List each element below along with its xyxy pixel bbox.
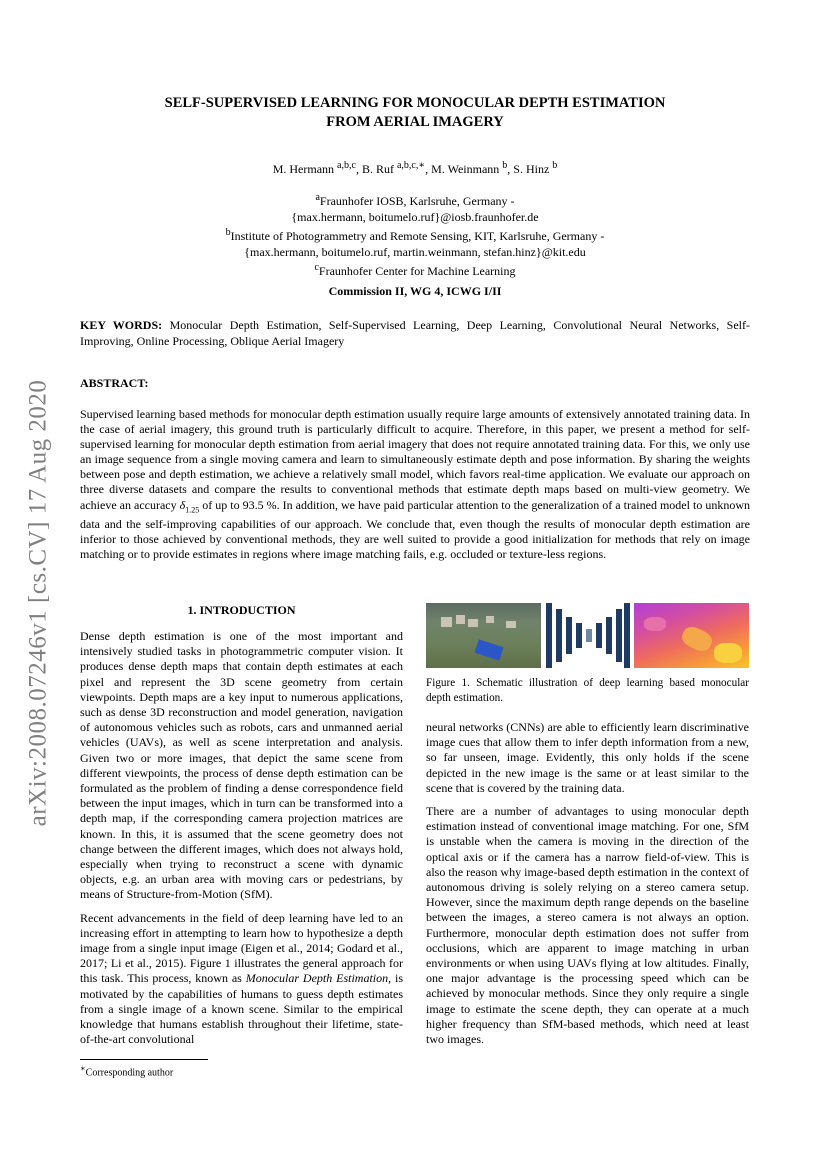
photo-blue-container bbox=[474, 639, 503, 660]
photo-box bbox=[506, 621, 516, 628]
affiliation-line bbox=[80, 210, 750, 226]
affiliations bbox=[80, 190, 750, 280]
author-4: , S. Hinz bbox=[507, 162, 553, 176]
right-paragraph-1: neural networks (CNNs) are able to efficiently learn discriminative image cues that allow them to infer depth information from a new, so far unseen, image. Evidently, this only holds if the scene depicted in the new image is the same or at least similar to the scene that is covered by the training data. bbox=[426, 720, 749, 795]
depth-blob bbox=[714, 643, 742, 663]
footnote-rule bbox=[80, 1059, 208, 1060]
network-layer bbox=[576, 623, 582, 648]
author-1: M. Hermann bbox=[272, 162, 338, 176]
title-line-1: SELF-SUPERVISED LEARNING FOR MONOCULAR DEPTH ESTIMATION bbox=[164, 95, 666, 111]
section-heading: 1. INTRODUCTION bbox=[187, 603, 296, 617]
depth-blob bbox=[644, 617, 666, 631]
network-layer bbox=[624, 603, 630, 668]
figure-caption: Figure 1. Schematic illustration of deep learning based monocular depth estimation. bbox=[426, 677, 749, 704]
author-3: , M. Weinmann bbox=[425, 162, 503, 176]
affiliation-text: Institute of Photogrammetry and Remote Sensing, KIT, Karlsruhe, Germany - bbox=[230, 229, 605, 244]
paper-title bbox=[80, 94, 750, 132]
footnote-mark: ∗ bbox=[80, 1064, 86, 1073]
author-1-sup: a,b,c bbox=[337, 160, 356, 171]
depth-blob bbox=[679, 624, 715, 655]
affiliation-line bbox=[80, 225, 750, 245]
abstract-text-a: Supervised learning based methods for monocular depth estimation usually require large amounts of extensively annotated training data. In the case of aerial imagery, this ground truth is particularly difficult to acquire. Therefore, in this paper, we present a method for self-supervised learning for monocular depth estimation from aerial imagery that does not require annotated training data. For this, we only use an image sequence from a single moving camera and learn to simultaneously estimate depth and pose information. By sharing the weights between pose and depth estimation, we achieve a relatively small model, which favors real-time application. We evaluate our approach on three diverse datasets and compare the results to conventional methods that estimate depth maps based on multi-view geometry. We achieve an accuracy bbox=[80, 407, 750, 512]
intro-p2-text-b: , is motivated by the capabilities of humans to guess depth estimates from a single image of a known scene. Similar to the empirical knowledge that humans establish throughout their lifetime, state-of-the-art convolutional bbox=[80, 971, 404, 1047]
network-layer bbox=[556, 609, 562, 662]
author-list bbox=[80, 160, 750, 177]
network-layer bbox=[546, 603, 552, 668]
photo-box bbox=[468, 619, 478, 627]
network-layer bbox=[586, 629, 592, 642]
abstract-delta: δ bbox=[179, 497, 186, 512]
author-2: , B. Ruf bbox=[355, 162, 397, 176]
title-line-2: FROM AERIAL IMAGERY bbox=[326, 114, 504, 130]
footnote bbox=[80, 1063, 173, 1078]
affiliation-line bbox=[80, 260, 750, 280]
left-column bbox=[80, 603, 403, 1055]
depth-map bbox=[634, 603, 749, 668]
intro-paragraph-2 bbox=[80, 911, 403, 1048]
network-layer bbox=[566, 617, 572, 654]
right-column bbox=[426, 603, 749, 1055]
author-3-sup: b bbox=[502, 160, 508, 171]
intro-p2-text-a: Recent advancements in the field of deep learning have led to an increasing effort in attempting to learn how to hypothesize a depth image from a single input image (Eigen et al., 2014; Godard et al., 2017; Li et al., 2015). Figure 1 illustrates the general approach for this task. This process, known as bbox=[80, 910, 403, 986]
network-layer bbox=[596, 623, 602, 648]
author-2-sup: a,b,c,∗ bbox=[396, 160, 426, 171]
figure-1 bbox=[426, 603, 749, 668]
right-paragraph-2: There are a number of advantages to using monocular depth estimation instead of conventional image matching. For one, SfM is unstable when the camera is moving in the direction of the optical axis or if the camera has a narrow field-of-view. This is also the reason why image-based depth estimation in the context of autonomous driving is solely relying on a stereo camera setup. However, since the maximum depth range depends on the baseline between the images, a stereo camera is not always an option. Furthermore, monocular depth estimation does not suffer from occlusions, which are apparent to image matching in urban environments or when using UAVs flying at low altitudes. Finally, one major advantage is the processing speed which can be achieved by monocular methods. Since they only require a single image to estimate the scene depth, they can operate at a much higher frequency than SfM-based methods, which need at least two images. bbox=[426, 804, 749, 1047]
intro-p2-italic: Monocular Depth Estimation bbox=[245, 971, 389, 986]
keywords bbox=[80, 318, 750, 349]
network-layer bbox=[616, 609, 622, 662]
keywords-label: KEY WORDS: bbox=[80, 318, 163, 332]
affiliation-text: Fraunhofer Center for Machine Learning bbox=[318, 264, 516, 279]
affiliation-line bbox=[80, 190, 750, 210]
arxiv-stamp bbox=[18, 355, 58, 850]
affiliation-sup: c bbox=[314, 262, 319, 274]
abstract-text-b: of up to 93.5 %. In addition, we have paid particular attention to the generalization of a trained model to unknown data and the self-improving capabilities of our approach. We conclude that, even though the results of monocular depth estimation are inferior to those achieved by conventional methods, they are well suited to provide a good initialization for methods that rely on image matching or to provide estimates in regions where image matching fails, e.g. occluded or texture-less regions. bbox=[80, 497, 750, 562]
affiliation-line bbox=[80, 245, 750, 261]
keywords-text: Monocular Depth Estimation, Self-Supervised Learning, Deep Learning, Convolutional Neural Networks, Self-Improving, Online Processing, Oblique Aerial Imagery bbox=[80, 318, 750, 348]
arxiv-stamp-text: arXiv:2008.07246v1 [cs.CV] 17 Aug 2020 bbox=[24, 379, 51, 826]
footnote-text: Corresponding author bbox=[85, 1067, 174, 1079]
abstract-delta-sub: 1.25 bbox=[185, 504, 200, 514]
abstract-body bbox=[80, 407, 750, 562]
affiliation-sup: a bbox=[315, 192, 320, 203]
intro-paragraph-1: Dense depth estimation is one of the most important and intensively studied tasks in photogrammetric computer vision. It produces dense depth maps that contain depth estimates at each pixel and represent the 3D scene geometry from certain viewpoints. Depth maps are a key input to numerous applications, such as dense 3D reconstruction and model generation, navigation of autonomous vehicles such as robots, cars and unmanned aerial vehicles (UAVs), as well as scene interpretation and analysis. Given two or more images, that depict the same scene from different viewpoints, the process of dense depth estimation can be formulated as the problem of finding a dense correspondence field between the input images, which in turn can be transformed into a depth map, if the corresponding camera projection matrices are known. In this, it is assumed that the scene geometry does not change between the different images, which does not always hold, especially when trying to reconstruct a scene with dynamic objects, e.g. an urban area with moving cars or pedestrians, by means of Structure-from-Motion (SfM). bbox=[80, 629, 403, 902]
network-layer bbox=[606, 617, 612, 654]
photo-box bbox=[441, 617, 452, 627]
cnn-architecture-diagram bbox=[544, 603, 630, 668]
photo-box bbox=[486, 616, 494, 623]
abstract-heading: ABSTRACT: bbox=[80, 376, 149, 390]
affiliation-text: {max.hermann, boitumelo.ruf, martin.weinmann, stefan.hinz}@kit.edu bbox=[244, 244, 586, 259]
author-4-sup: b bbox=[552, 160, 558, 171]
commission: Commission II, WG 4, ICWG I/II bbox=[328, 284, 502, 298]
affiliation-text: Fraunhofer IOSB, Karlsruhe, Germany - bbox=[319, 194, 515, 208]
affiliation-text: {max.hermann, boitumelo.ruf}@iosb.fraunhofer.de bbox=[291, 209, 539, 224]
aerial-photo bbox=[426, 603, 541, 668]
photo-box bbox=[456, 615, 465, 624]
affiliation-sup: b bbox=[225, 227, 231, 239]
